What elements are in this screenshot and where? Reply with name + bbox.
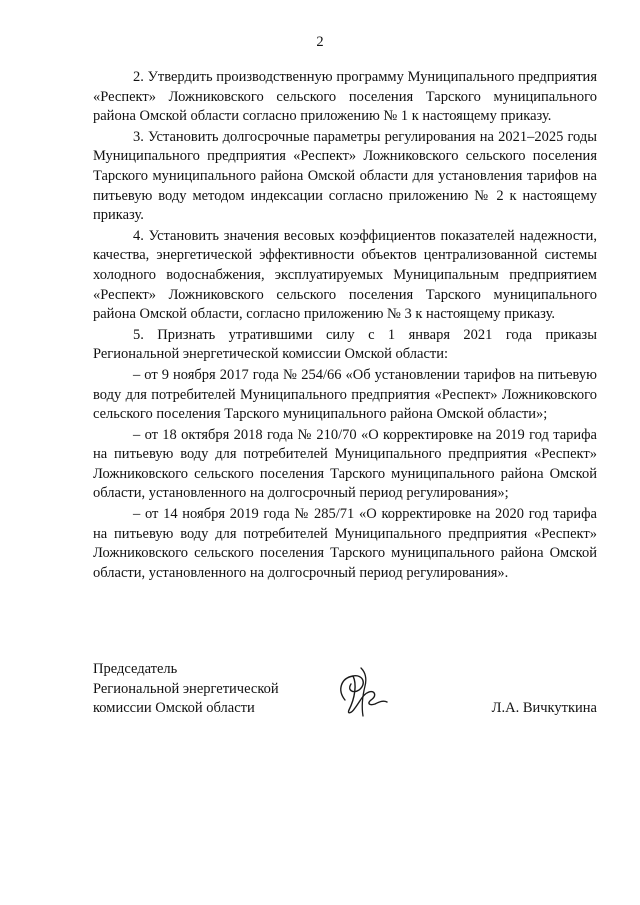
paragraph-item-3: 3. Установить долгосрочные параметры регулирования на 2021–2025 годы Муниципального предприятия «Респект» Ложниковского сельского поселения Тарского муниципального района Омской области для установления тарифов на питьевую воду методом индексации согласно приложению № 2 к настоящему приказу. [93,128,597,224]
signature-block [93,660,597,730]
handwritten-signature [331,660,393,722]
signer-title-line: Региональной энергетической [93,680,279,697]
paragraph-item-5: 5. Признать утратившими силу с 1 января 2021 года приказы Региональной энергетической комиссии Омской области: [93,326,597,363]
repealed-order-2018: – от 18 октября 2018 года № 210/70 «О корректировке на 2019 год тарифа на питьевую воду для потребителей Муниципального предприятия «Респект» Ложниковского сельского поселения Тарского муниципального района Омской области, установленного на долгосрочный период регулирования»; [93,426,597,502]
document-body [93,68,597,584]
page-number: 2 [316,34,324,50]
repealed-order-2017: – от 9 ноября 2017 года № 254/66 «Об установлении тарифов на питьевую воду для потребителей Муниципального предприятия «Респект» Ложниковского сельского поселения Тарского муниципального района Омской области»; [93,366,597,423]
signer-name: Л.А. Вичкуткина [491,700,597,716]
paragraph-item-2: 2. Утвердить производственную программу Муниципального предприятия «Респект» Ложниковского сельского поселения Тарского муниципального района Омской области согласно приложению № 1 к настоящему приказу. [93,69,597,125]
paragraph-item-4: 4. Установить значения весовых коэффициентов показателей надежности, качества, энергетической эффективности объектов централизованной системы холодного водоснабжения, эксплуатируемых Муниципальным предприятием «Респект» Ложниковского сельского поселения Тарского муниципального района Омской области, согласно приложению № 3 к настоящему приказу. [93,227,597,323]
repealed-order-2019: – от 14 ноября 2019 года № 285/71 «О корректировке на 2020 год тарифа на питьевую воду для потребителей Муниципального предприятия «Респект» Ложниковского сельского поселения Тарского муниципального района Омской области, установленного на долгосрочный период регулирования». [93,506,597,581]
signer-title [93,660,313,719]
signer-title-line: Председатель [93,661,178,677]
signer-title-line: комиссии Омской области [93,700,255,717]
